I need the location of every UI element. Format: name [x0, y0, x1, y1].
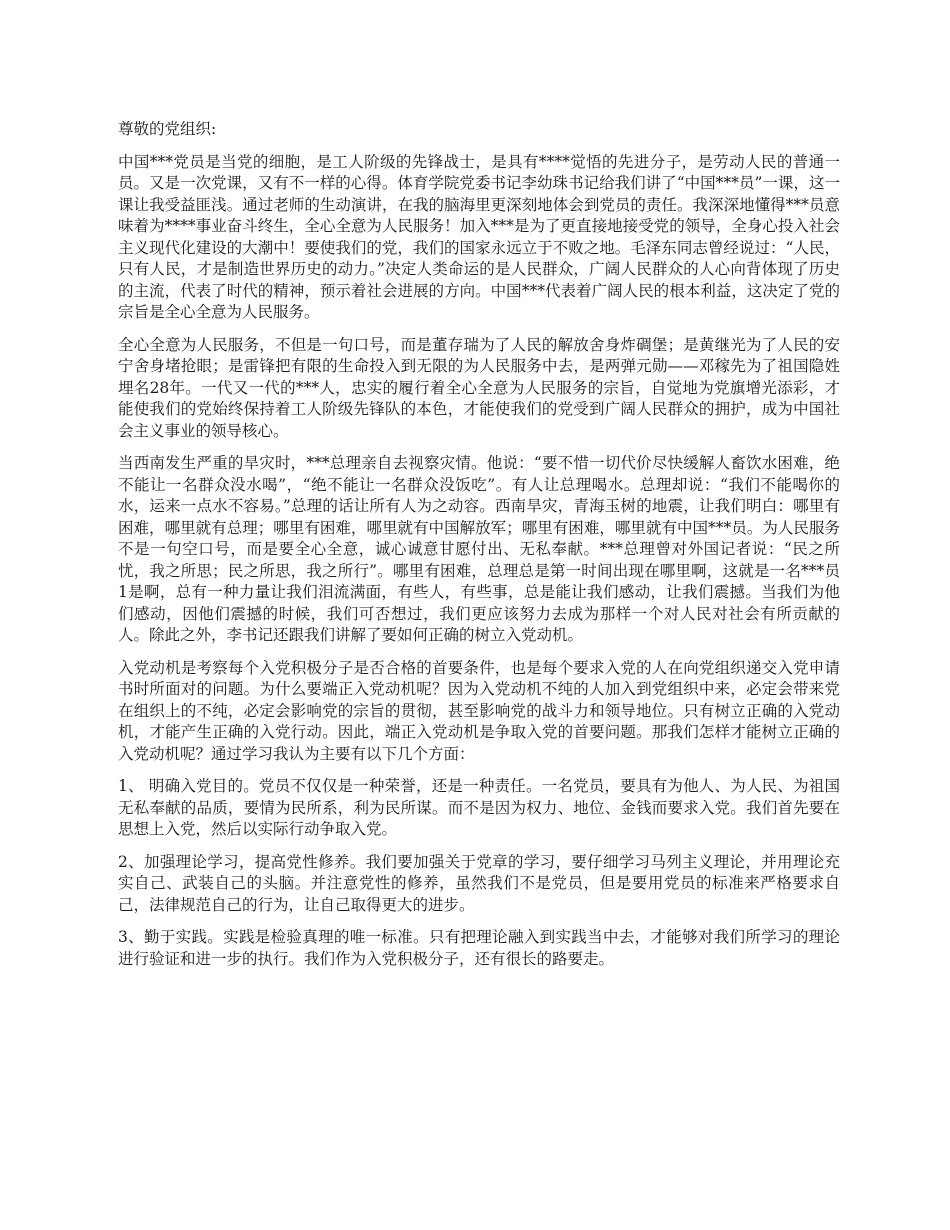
- paragraph-7: 3、勤于实践。实践是检验真理的唯一标准。只有把理论融入到实践当中去，才能够对我们所学习的理论进行验证和进一步的执行。我们作为入党积极分子，还有很长的路要走。: [118, 928, 840, 968]
- paragraph-1: 中国***党员是当党的细胞，是工人阶级的先锋战士，是具有****觉悟的先进分子，是劳动人民的普通一员。又是一次党课，又有不一样的心得。体育学院党委书记李幼珠书记给我们讲了“中国***员”一课，这一课让我受益匪浅。通过老师的生动演讲，在我的脑海里更深刻地体会到党员的责任。我深深地懂得***员意味着为****事业奋斗终生，全心全意为人民服务！加入***是为了更直接地接受党的领导，全身心投入社会主义现代化建设的大潮中！要使我们的党，我们的国家永远立于不败之地。毛泽东同志曾经说过：“人民，只有人民，才是制造世界历史的动力。”决定人类命运的是人民群众，广阔人民群众的人心向背体现了历史的主流，代表了时代的精神，预示着社会进展的方向。中国***代表着广阔人民的根本利益，这决定了党的宗旨是全心全意为人民服务。: [118, 152, 840, 321]
- paragraph-2: 全心全意为人民服务，不但是一句口号，而是董存瑞为了人民的解放舍身炸碉堡；是黄继光为了人民的安宁舍身堵抢眼；是雷锋把有限的生命投入到无限的为人民服务中去，是两弹元勋——邓稼先为了祖国隐姓埋名28年。一代又一代的***人，忠实的履行着全心全意为人民服务的宗旨，自觉地为党旗增光添彩，才能使我们的党始终保持着工人阶级先锋队的本色，才能使我们的党受到广阔人民群众的拥护，成为中国社会主义事业的领导核心。: [118, 335, 840, 440]
- paragraph-6: 2、加强理论学习，提高党性修养。我们要加强关于党章的学习，要仔细学习马列主义理论，并用理论充实自己、武装自己的头脑。并注意党性的修养，虽然我们不是党员，但是要用党员的标准来严格要求自己，法律规范自己的行为，让自己取得更大的进步。: [118, 852, 840, 914]
- salutation: 尊敬的党组织:: [118, 120, 217, 138]
- document-body: [118, 119, 840, 981]
- paragraph-4: 入党动机是考察每个入党积极分子是否合格的首要条件，也是每个要求入党的人在向党组织递交入党申请书时所面对的问题。为什么要端正入党动机呢？因为入党动机不纯的人加入到党组织中来，必定会带来党在组织上的不纯，必定会影响党的宗旨的贯彻，甚至影响党的战斗力和领导地位。只有树立正确的入党动机，才能产生正确的入党行动。因此，端正入党动机是争取入党的首要问题。那我们怎样才能树立正确的入党动机呢？通过学习我认为主要有以下几个方面：: [118, 658, 840, 763]
- paragraph-3: 当西南发生严重的旱灾时，***总理亲自去视察灾情。他说：“要不惜一切代价尽快缓解人畜饮水困难，绝不能让一名群众没水喝”，“绝不能让一名群众没饭吃”。有人让总理喝水。总理却说：“我们不能喝你的水，运来一点水不容易。”总理的话让所有人为之动容。西南旱灾，青海玉树的地震，让我们明白：哪里有困难，哪里就有总理；哪里有困难，哪里就有中国解放军；哪里有困难，哪里就有中国***员。为人民服务不是一句空口号，而是要全心全意，诚心诚意甘愿付出、无私奉献。***总理曾对外国记者说：“民之所忧，我之所思；民之所思，我之所行”。哪里有困难，总理总是第一时间出现在哪里啊，这就是一名***员1是啊，总有一种力量让我们泪流满面，有些人，有些事，总是能让我们感动，让我们震撼。当我们为他们感动，因他们震撼的时候，我们可否想过，我们更应该努力去成为那样一个对人民对社会有所贡献的人。除此之外，李书记还跟我们讲解了要如何正确的树立入党动机。: [118, 454, 840, 644]
- paragraph-5: 1、 明确入党目的。党员不仅仅是一种荣誉，还是一种责任。一名党员，要具有为他人、为人民、为祖国无私奉献的品质，要情为民所系，利为民所谋。而不是因为权力、地位、金钱而要求入党。我们首先要在思想上入党，然后以实际行动争取入党。: [118, 777, 840, 838]
